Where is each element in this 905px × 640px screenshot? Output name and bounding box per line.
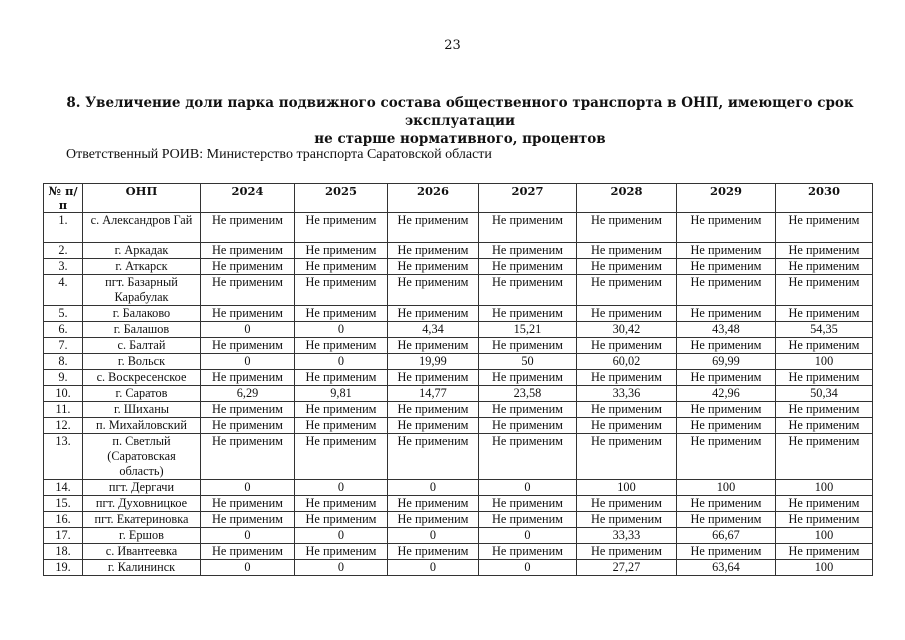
column-header: 2024 [201,184,295,213]
year-value: Не применим [295,213,388,243]
year-value: Не применим [776,434,873,480]
year-value: Не применим [577,544,677,560]
settlement-name: г. Ершов [83,528,201,544]
year-value: 42,96 [677,386,776,402]
year-value: Не применим [388,512,479,528]
table-row [44,370,873,386]
year-value: Не применим [479,306,577,322]
table-row [44,402,873,418]
year-value: Не применим [201,544,295,560]
year-value: 66,67 [677,528,776,544]
year-value: 33,36 [577,386,677,402]
table-row [44,418,873,434]
year-value: Не применим [388,243,479,259]
table-row [44,243,873,259]
settlement-name: г. Балаково [83,306,201,322]
year-value: Не применим [577,338,677,354]
year-value: Не применим [295,338,388,354]
column-header: № п/п [44,184,83,213]
column-header: 2025 [295,184,388,213]
settlement-name: г. Саратов [83,386,201,402]
year-value: Не применим [776,213,873,243]
table-row [44,213,873,243]
title-line-1: 8. Увеличение доли парка подвижного состава общественного транспорта в ОНП, имеющего срок эксплуатации [66,95,854,129]
row-number: 19. [44,560,83,576]
table-row [44,306,873,322]
table-row [44,480,873,496]
year-value: Не применим [388,370,479,386]
year-value: Не применим [388,275,479,306]
year-value: 0 [479,480,577,496]
year-value: 69,99 [677,354,776,370]
year-value: Не применим [479,259,577,275]
year-value: Не применим [388,338,479,354]
year-value: 33,33 [577,528,677,544]
year-value: Не применим [479,402,577,418]
year-value: 0 [201,322,295,338]
year-value: Не применим [479,544,577,560]
table-row [44,496,873,512]
row-number: 7. [44,338,83,354]
year-value: 0 [295,480,388,496]
year-value: Не применим [677,544,776,560]
year-value: 9,81 [295,386,388,402]
year-value: Не применим [577,370,677,386]
year-value: Не применим [577,306,677,322]
year-value: Не применим [201,306,295,322]
year-value: Не применим [201,418,295,434]
settlement-name: г. Вольск [83,354,201,370]
year-value: Не применим [295,402,388,418]
row-number: 1. [44,213,83,243]
year-value: Не применим [776,418,873,434]
year-value: 60,02 [577,354,677,370]
row-number: 2. [44,243,83,259]
year-value: Не применим [201,370,295,386]
row-number: 10. [44,386,83,402]
year-value: 0 [479,560,577,576]
row-number: 9. [44,370,83,386]
responsible-authority: Ответственный РОИВ: Министерство транспорта Саратовской области [66,147,492,162]
year-value: Не применим [388,418,479,434]
column-header: ОНП [83,184,201,213]
year-value: 15,21 [479,322,577,338]
row-number: 15. [44,496,83,512]
year-value: 0 [295,322,388,338]
table-row [44,560,873,576]
table-row [44,275,873,306]
year-value: Не применим [677,259,776,275]
year-value: Не применим [201,512,295,528]
settlement-name: с. Ивантеевка [83,544,201,560]
row-number: 4. [44,275,83,306]
row-number: 6. [44,322,83,338]
section-title [40,94,880,148]
year-value: Не применим [479,496,577,512]
year-value: Не применим [776,512,873,528]
settlement-name: пгт. Базарный Карабулак [83,275,201,306]
year-value: 100 [776,480,873,496]
year-value: Не применим [776,259,873,275]
year-value: Не применим [479,418,577,434]
year-value: Не применим [295,243,388,259]
year-value: Не применим [577,259,677,275]
year-value: Не применим [201,213,295,243]
year-value: Не применим [201,243,295,259]
year-value: 27,27 [577,560,677,576]
year-value: Не применим [776,306,873,322]
year-value: Не применим [677,418,776,434]
column-header: 2028 [577,184,677,213]
settlement-name: г. Калининск [83,560,201,576]
year-value: Не применим [295,275,388,306]
year-value: Не применим [295,496,388,512]
page-number: 23 [444,38,461,53]
column-header: 2030 [776,184,873,213]
settlement-name: пгт. Екатериновка [83,512,201,528]
year-value: Не применим [388,402,479,418]
title-line-2: не старше нормативного, процентов [314,131,606,147]
year-value: Не применим [577,213,677,243]
year-value: Не применим [577,402,677,418]
year-value: Не применим [201,402,295,418]
year-value: Не применим [776,402,873,418]
year-value: 0 [295,528,388,544]
year-value: 23,58 [479,386,577,402]
year-value: 100 [577,480,677,496]
year-value: Не применим [479,213,577,243]
year-value: Не применим [677,496,776,512]
year-value: Не применим [295,434,388,480]
year-value: 100 [677,480,776,496]
year-value: 14,77 [388,386,479,402]
year-value: 30,42 [577,322,677,338]
row-number: 18. [44,544,83,560]
row-number: 8. [44,354,83,370]
year-value: 0 [388,560,479,576]
year-value: 0 [479,528,577,544]
year-value: Не применим [479,338,577,354]
year-value: Не применим [201,259,295,275]
year-value: Не применим [295,370,388,386]
table-row [44,338,873,354]
settlement-name: с. Воскресенское [83,370,201,386]
settlement-name: пгт. Духовницкое [83,496,201,512]
year-value: Не применим [776,544,873,560]
year-value: Не применим [776,275,873,306]
year-value: 100 [776,560,873,576]
year-value: 6,29 [201,386,295,402]
settlement-name: г. Балашов [83,322,201,338]
row-number: 3. [44,259,83,275]
settlement-name: п. Светлый (Саратовская область) [83,434,201,480]
year-value: Не применим [577,512,677,528]
table-row [44,354,873,370]
year-value: Не применим [479,512,577,528]
year-value: 0 [201,560,295,576]
table-row [44,259,873,275]
year-value: Не применим [677,370,776,386]
table-row [44,528,873,544]
year-value: Не применим [479,275,577,306]
year-value: Не применим [776,243,873,259]
settlement-name: пгт. Дергачи [83,480,201,496]
year-value: 4,34 [388,322,479,338]
year-value: 43,48 [677,322,776,338]
year-value: Не применим [677,338,776,354]
year-value: Не применим [577,418,677,434]
year-value: Не применим [577,434,677,480]
year-value: 0 [201,480,295,496]
year-value: Не применим [577,243,677,259]
year-value: Не применим [677,213,776,243]
indicator-table [43,183,873,576]
year-value: Не применим [479,434,577,480]
year-value: 19,99 [388,354,479,370]
year-value: Не применим [577,496,677,512]
table-row [44,434,873,480]
year-value: Не применим [479,243,577,259]
year-value: 63,64 [677,560,776,576]
year-value: Не применим [201,275,295,306]
year-value: 0 [201,528,295,544]
table-row [44,322,873,338]
year-value: Не применим [776,338,873,354]
table-row [44,386,873,402]
settlement-name: г. Шиханы [83,402,201,418]
year-value: Не применим [201,434,295,480]
settlement-name: с. Балтай [83,338,201,354]
year-value: Не применим [388,306,479,322]
year-value: Не применим [295,544,388,560]
year-value: Не применим [479,370,577,386]
row-number: 17. [44,528,83,544]
year-value: 0 [388,528,479,544]
settlement-name: г. Аркадак [83,243,201,259]
year-value: Не применим [388,496,479,512]
year-value: Не применим [388,213,479,243]
year-value: Не применим [677,243,776,259]
row-number: 14. [44,480,83,496]
year-value: 0 [295,560,388,576]
year-value: Не применим [677,306,776,322]
column-header: 2026 [388,184,479,213]
year-value: Не применим [677,434,776,480]
year-value: Не применим [295,306,388,322]
column-header: 2027 [479,184,577,213]
column-header: 2029 [677,184,776,213]
year-value: 54,35 [776,322,873,338]
year-value: Не применим [776,496,873,512]
table-row [44,512,873,528]
year-value: 100 [776,528,873,544]
settlement-name: с. Александров Гай [83,213,201,243]
year-value: Не применим [677,402,776,418]
year-value: Не применим [201,338,295,354]
year-value: Не применим [295,418,388,434]
row-number: 11. [44,402,83,418]
year-value: Не применим [388,434,479,480]
year-value: Не применим [776,370,873,386]
year-value: Не применим [201,496,295,512]
table-header-row [44,184,873,213]
year-value: Не применим [295,259,388,275]
year-value: 50 [479,354,577,370]
row-number: 13. [44,434,83,480]
year-value: Не применим [388,259,479,275]
row-number: 12. [44,418,83,434]
year-value: 50,34 [776,386,873,402]
year-value: Не применим [295,512,388,528]
year-value: 100 [776,354,873,370]
year-value: 0 [201,354,295,370]
year-value: Не применим [388,544,479,560]
year-value: Не применим [677,275,776,306]
table-row [44,544,873,560]
settlement-name: г. Аткарск [83,259,201,275]
year-value: Не применим [577,275,677,306]
row-number: 16. [44,512,83,528]
row-number: 5. [44,306,83,322]
settlement-name: п. Михайловский [83,418,201,434]
year-value: 0 [295,354,388,370]
year-value: Не применим [677,512,776,528]
year-value: 0 [388,480,479,496]
